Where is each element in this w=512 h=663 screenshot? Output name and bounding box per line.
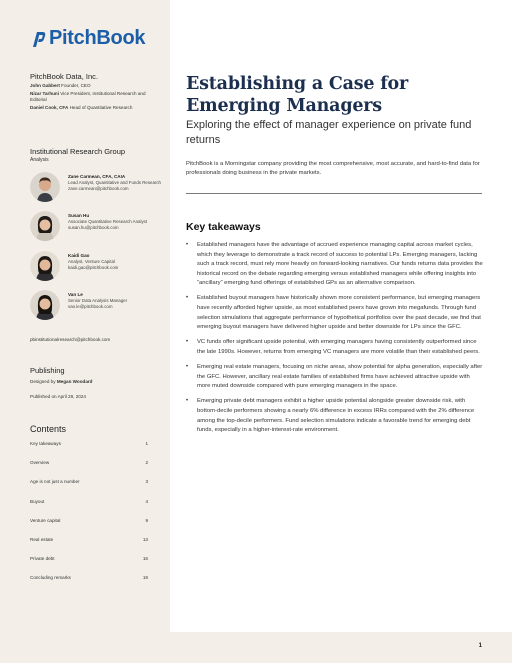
person-role: Head of Quantitative Research bbox=[69, 105, 133, 110]
analyst-name: Zane Carmean, CFA, CAIA bbox=[68, 174, 126, 179]
report-title: Establishing a Case for Emerging Managers bbox=[186, 74, 409, 116]
analyst-info bbox=[68, 253, 168, 270]
takeaway-item: • VC funds offer significant upside potential, with emerging managers having consistently outperformed since the late 1990s. However, returns from emerging VC managers are more volatile than their established peers. bbox=[186, 338, 484, 357]
toc-page: 4 bbox=[145, 498, 148, 504]
person-name: Nizar Tarhuni bbox=[30, 91, 60, 96]
pitchbook-logo[interactable] bbox=[30, 27, 145, 50]
analyst-card bbox=[30, 172, 170, 206]
designer-prefix: Designed by bbox=[30, 379, 57, 384]
toc-item[interactable] bbox=[30, 556, 148, 561]
toc-page: 13 bbox=[142, 536, 148, 542]
toc-item[interactable] bbox=[30, 518, 148, 523]
toc-label: Overview bbox=[30, 460, 50, 466]
analyst-info bbox=[68, 292, 168, 309]
key-takeaways-list bbox=[186, 241, 484, 436]
company-block bbox=[30, 72, 160, 111]
person-role: Founder, CEO bbox=[61, 83, 91, 88]
toc-label: Real estate bbox=[30, 536, 54, 542]
person-line bbox=[30, 83, 160, 89]
analyst-role: Associate Quantitative Research Analyst bbox=[68, 219, 148, 224]
analyst-name: Van Le bbox=[68, 292, 83, 297]
analyst-info bbox=[68, 174, 168, 191]
publishing-title: Publishing bbox=[30, 366, 65, 375]
analyst-email[interactable]: kaidi.gao@pitchbook.com bbox=[68, 264, 119, 270]
pitchbook-logo-text: PitchBook bbox=[49, 27, 146, 49]
toc-label: Age is not just a number bbox=[30, 479, 80, 485]
designer-name: Megan Woodard bbox=[56, 379, 93, 384]
analyst-role: Analyst, Venture Capital bbox=[68, 259, 115, 264]
takeaway-item: • Established buyout managers have historically shown more consistent performance, but emerging managers have recently afforded higher upside, as most established peers have grown into megafunds. Through fund selection simulations that aggregate performance of hypothetical portfolios over the past decade, we find that emerging buyout managers have delivered higher upside and better downside for LPs since the GFC. bbox=[186, 294, 484, 332]
toc-page: 19 bbox=[142, 575, 148, 581]
person-name: John Gabbert bbox=[30, 83, 60, 88]
analyst-email[interactable]: van.le@pitchbook.com bbox=[68, 303, 113, 309]
research-group-block bbox=[30, 147, 160, 163]
divider bbox=[186, 193, 482, 194]
toc-label: Private debt bbox=[30, 556, 55, 562]
footer-band bbox=[0, 632, 512, 663]
analyst-avatar bbox=[30, 290, 60, 320]
person-line bbox=[30, 91, 160, 103]
analyst-name: Kaidi Gao bbox=[68, 253, 90, 258]
contents-title: Contents bbox=[30, 424, 67, 434]
research-group-subtitle: Analysis bbox=[30, 157, 49, 163]
analyst-card bbox=[30, 290, 170, 324]
analyst-role: Lead Analyst, Quantitative and Funds Research bbox=[68, 180, 161, 185]
designer-line bbox=[30, 379, 92, 384]
company-name: PitchBook Data, Inc. bbox=[30, 72, 98, 81]
intro-text: PitchBook is a Morningstar company providing the most comprehensive, most accurate, and hard-to-find data for professionals doing business in the private markets. bbox=[186, 161, 480, 176]
analyst-card bbox=[30, 251, 170, 285]
pitchbook-logo-icon bbox=[30, 29, 46, 49]
toc-page: 16 bbox=[142, 556, 148, 562]
analyst-email[interactable]: zane.carmean@pitchbook.com bbox=[68, 185, 129, 191]
toc-label: Venture capital bbox=[30, 517, 61, 523]
toc-label: Key takeaways bbox=[30, 441, 61, 446]
analyst-avatar bbox=[30, 211, 60, 241]
toc-label: Concluding remarks bbox=[30, 575, 71, 581]
toc-item[interactable] bbox=[30, 537, 148, 542]
analyst-email[interactable]: susan.hu@pitchbook.com bbox=[68, 224, 119, 230]
analyst-avatar bbox=[30, 172, 60, 202]
toc-page: 9 bbox=[145, 517, 148, 523]
analyst-name: Susan Hu bbox=[68, 213, 90, 218]
person-role: Vice President, Institutional Research and Editorial bbox=[30, 91, 146, 102]
takeaway-item: • Emerging private debt managers exhibit a higher upside potential alongside greater downside risk, with bottom-decile performers showing a nearly 6% difference in excess IRRs compared with the 2% difference among the top-decile performers. Fund selection simulations indicate a favorable trend for emerging debt funds, especially in a higher-interest-rate environment. bbox=[186, 397, 484, 435]
general-email-link[interactable]: pbinstitutionalresearch@pitchbook.com bbox=[30, 337, 111, 342]
analyst-avatar bbox=[30, 251, 60, 281]
takeaway-item: • Established managers have the advantage of accrued experience managing capital across market cycles, which they leverage to demonstrate a track record of success to potential LPs. Emerging managers, lacking such a track record, must rely more heavily on forward-looking narratives. Our funds returns data provides the historical record on the debate regarding emerging versus established managers while offering insights into “ancillary” emerging fund offerings of established GPs as an alternative comparison. bbox=[186, 241, 484, 289]
toc-item[interactable] bbox=[30, 499, 148, 504]
toc-item[interactable] bbox=[30, 479, 148, 484]
page-number: 1 bbox=[478, 643, 482, 649]
research-group-title: Institutional Research Group bbox=[30, 147, 126, 156]
key-takeaways-heading: Key takeaways bbox=[186, 221, 261, 233]
toc-item[interactable] bbox=[30, 575, 148, 580]
table-of-contents bbox=[30, 441, 148, 595]
toc-page: 1 bbox=[145, 441, 148, 446]
person-name: Daniel Cook, CFA bbox=[30, 105, 69, 110]
analyst-info bbox=[68, 213, 168, 230]
report-subtitle: Exploring the effect of manager experience on private fund returns bbox=[186, 119, 472, 146]
person-line bbox=[30, 105, 160, 111]
toc-page: 2 bbox=[145, 460, 148, 466]
analyst-role: Senior Data Analysis Manager bbox=[68, 298, 128, 303]
takeaway-item: • Emerging real estate managers, focusing on niche areas, show potential for alpha generation, especially after the GFC. However, ancillary real estate families of established firms have achieved attractive upside with more muted downside compared with pure emerging managers in the space. bbox=[186, 363, 484, 392]
analyst-card bbox=[30, 211, 170, 245]
toc-item[interactable] bbox=[30, 460, 148, 465]
toc-label: Buyout bbox=[30, 498, 45, 504]
toc-item[interactable] bbox=[30, 441, 148, 446]
published-date: Published on April 29, 2024 bbox=[30, 394, 86, 399]
toc-page: 3 bbox=[145, 479, 148, 485]
